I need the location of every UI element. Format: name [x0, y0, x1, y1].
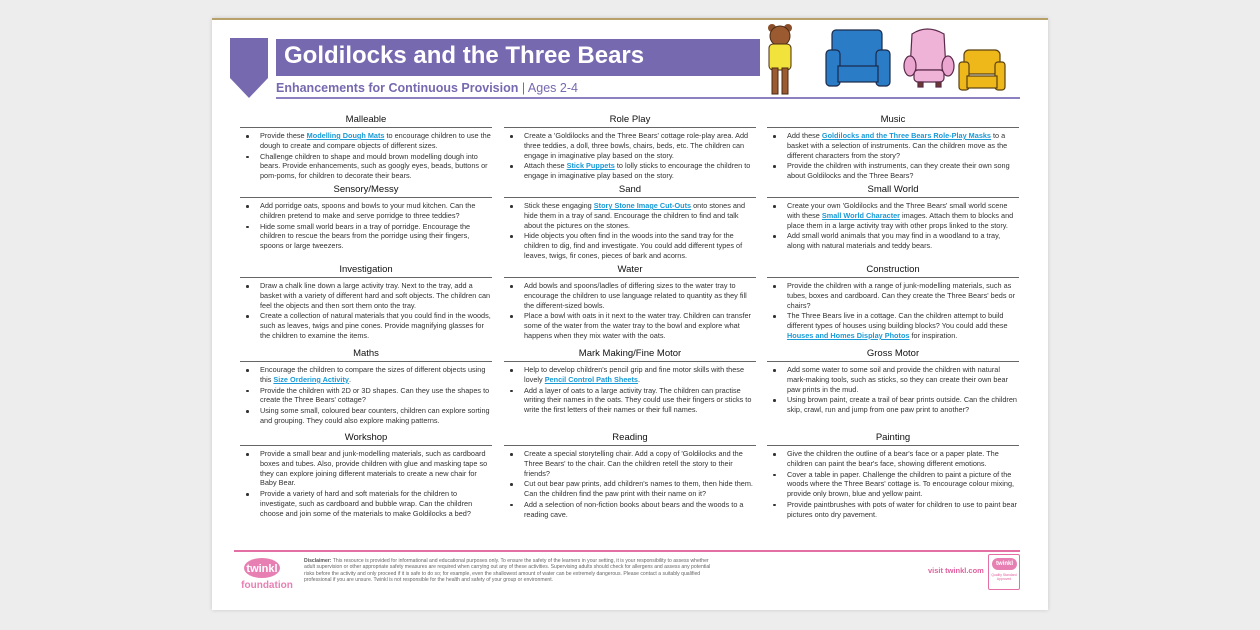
section-gross-motor	[767, 348, 1019, 416]
item-text: Encourage the children to compare the sizes of different objects using this	[260, 365, 486, 384]
section-heading: Sensory/Messy	[240, 184, 492, 198]
item-text: .	[637, 374, 640, 384]
visit-twinkl-link[interactable]: visit twinkl.com	[928, 566, 984, 575]
item-text: .	[348, 374, 351, 384]
list-item	[767, 311, 1019, 340]
section-painting	[767, 432, 1019, 521]
disclaimer	[304, 558, 714, 583]
list-item	[504, 201, 756, 230]
bullet-list	[240, 201, 492, 251]
section-maths	[240, 348, 492, 427]
list-item	[767, 449, 1019, 469]
section-investigation	[240, 264, 492, 342]
list-item	[240, 386, 492, 406]
list-item	[504, 449, 756, 478]
list-item	[504, 281, 756, 310]
item-text: Create your own 'Goldilocks and the Three Bears' small world scene with these	[787, 201, 1008, 220]
list-item	[504, 479, 756, 499]
svg-text:twinkl: twinkl	[246, 563, 278, 575]
item-text: Place a bowl with oats in it next to the water tray. Children can transfer some of the water from the water tray to the bowl and explore what happens when they mix water with the oats.	[524, 311, 751, 340]
list-item	[767, 201, 1019, 230]
item-text: Challenge children to shape and mould brown modelling dough into bears. Provide enhancements, such as googly eyes, beads, buttons or pom-poms, for children to decorate their bears.	[260, 151, 488, 181]
item-text: Provide the children with 2D or 3D shapes. Can they use the shapes to create the Three Bears' cottage?	[260, 385, 490, 405]
list-item	[240, 281, 492, 310]
item-text: Cut out bear paw prints, add children's names to them, then hide them. Can the children find the paw print with their name on it?	[524, 479, 753, 499]
item-text: Help to develop children's pencil grip and fine motor skills with these lovely	[524, 365, 745, 384]
section-sensory-messy	[240, 184, 492, 252]
bear-illustration	[768, 24, 792, 94]
section-water	[504, 264, 756, 342]
list-item	[240, 311, 492, 340]
page-subtitle	[276, 81, 578, 95]
section-heading: Water	[504, 264, 756, 278]
twinkl-foundation-logo	[238, 556, 296, 592]
section-construction	[767, 264, 1019, 342]
disclaimer-label: Disclaimer:	[304, 558, 332, 564]
badge-text: Quality Standard Approved	[991, 573, 1017, 581]
item-text: to encourage children to use the dough to create and compare objects of different sizes.	[260, 131, 491, 150]
bullet-list	[240, 449, 492, 519]
bullet-list	[240, 131, 492, 181]
section-small-world	[767, 184, 1019, 252]
item-text: Provide the children with a range of junk-modelling materials, such as tubes, boxes and cardboard. Can they create the Three Bears' beds or chairs?	[787, 281, 1016, 310]
item-text: Stick these engaging	[524, 201, 594, 210]
item-text: Using some small, coloured bear counters, children can explore sorting and grouping. They could also explore making patterns.	[260, 406, 490, 425]
item-text: Provide paintbrushes with pots of water for children to use to paint bear pictures onto dry pavement.	[787, 499, 1017, 519]
list-item	[240, 489, 492, 518]
item-text: images. Attach them to blocks and place them in a large activity tray with other props linked to the story.	[787, 210, 1014, 230]
resource-link[interactable]: Small World Character	[821, 210, 901, 220]
bullet-list	[767, 449, 1019, 520]
bullet-list	[504, 449, 756, 520]
item-text: Hide some small world bears in a tray of porridge. Encourage the children to rescue the bears from the porridge using their fingers, spoons or large tweezers.	[260, 221, 471, 251]
section-heading: Construction	[767, 264, 1019, 278]
resource-link[interactable]: Houses and Homes Display Photos	[787, 330, 910, 340]
item-text: Add bowls and spoons/ladles of differing sizes to the water tray to encourage the children to use language related to quantity as they fill the different-sized bowls.	[524, 281, 747, 310]
item-text: Provide a small bear and junk-modelling materials, such as cardboard boxes and tubes. Also, provide children with glue and masking tape so they can explore joining different materials to create a new chair for Baby Bear.	[260, 449, 488, 488]
bear-and-chairs-illustration	[752, 20, 1022, 98]
age-range: | Ages 2-4	[521, 81, 578, 95]
resource-link[interactable]: Goldilocks and the Three Bears Role-Play Masks	[821, 131, 991, 140]
quality-badge	[988, 554, 1020, 590]
bullet-list	[767, 281, 1019, 341]
item-text: The Three Bears live in a cottage. Can the children attempt to build different types of houses using building blocks? You could add these	[787, 311, 1008, 331]
item-text: Add these	[787, 131, 822, 140]
bullet-list	[767, 131, 1019, 181]
list-item	[504, 500, 756, 520]
svg-text:foundation: foundation	[241, 580, 293, 591]
section-heading: Sand	[504, 184, 756, 198]
list-item	[767, 281, 1019, 310]
bullet-list	[767, 365, 1019, 415]
list-item	[240, 222, 492, 251]
badge-logo: twinkl	[992, 558, 1017, 570]
section-reading	[504, 432, 756, 521]
item-text: Add porridge oats, spoons and bowls to your mud kitchen. Can the children pretend to make and serve porridge to three teddies?	[260, 201, 476, 220]
title-banner	[276, 39, 760, 76]
section-heading: Role Play	[504, 114, 756, 128]
item-text: Create a 'Goldilocks and the Three Bears' cottage role-play area. Add three teddies, a doll, three bowls, chairs, beds, etc. The children can engage in imaginative play based on the story.	[524, 131, 749, 160]
resource-link[interactable]: Stick Puppets	[566, 161, 615, 171]
item-text: Create a special storytelling chair. Add a copy of 'Goldilocks and the Three Bears' to the chair. Can the children retell the story to their friends?	[524, 449, 743, 478]
item-text: Provide the children with instruments, can they create their own song about Goldilocks and the Three Bears?	[787, 161, 1010, 181]
item-text: for inspiration.	[909, 330, 958, 340]
bookmark-ribbon-icon	[230, 38, 268, 98]
list-item	[240, 131, 492, 151]
list-item	[504, 231, 756, 260]
list-item	[767, 470, 1019, 499]
bullet-list	[504, 131, 756, 181]
list-item	[767, 500, 1019, 520]
list-item	[767, 161, 1019, 181]
document-page	[212, 18, 1048, 610]
section-heading: Maths	[240, 348, 492, 362]
list-item	[240, 201, 492, 221]
item-text: Add some water to some soil and provide the children with natural mark-making tools, such as sticks, so they can create their own bear paw prints in the mud.	[787, 365, 1009, 394]
bullet-list	[767, 201, 1019, 251]
item-text: Give the children the outline of a bear's face or a paper plate. The children can paint the bear's face, showing different emotions.	[787, 449, 999, 468]
bullet-list	[504, 365, 756, 415]
list-item	[504, 365, 756, 385]
item-text: Add a selection of non-fiction books about bears and the woods to a reading cave.	[524, 499, 744, 519]
item-text: to a basket with a selection of instruments. Can the children move as the different characters from the story?	[787, 131, 1008, 160]
section-mark-making-fine-motor	[504, 348, 756, 416]
section-heading: Music	[767, 114, 1019, 128]
section-heading: Workshop	[240, 432, 492, 446]
section-heading: Mark Making/Fine Motor	[504, 348, 756, 362]
section-heading: Painting	[767, 432, 1019, 446]
yellow-chair	[959, 50, 1005, 90]
item-text: Create a collection of natural materials that you could find in the woods, such as leaves, twigs and pine cones. Provide magnifying glasses for the children to examine the items.	[260, 311, 491, 340]
footer-divider	[234, 550, 1020, 552]
section-heading: Malleable	[240, 114, 492, 128]
section-malleable	[240, 114, 492, 182]
item-text: Provide a variety of hard and soft materials for the children to investigate, such as cardboard and bubble wrap. Can the children choose and join some of the materials to make Goldilocks a bed?	[260, 489, 473, 518]
item-text: Draw a chalk line down a large activity tray. Next to the tray, add a basket with a variety of different hard and soft objects. The children can feel the objects and then sort them onto the tray.	[260, 281, 491, 310]
section-heading: Gross Motor	[767, 348, 1019, 362]
resource-link[interactable]: Modelling Dough Mats	[306, 131, 385, 140]
list-item	[504, 386, 756, 415]
item-text: to lolly sticks to encourage the children to engage in imaginative play based on the story.	[524, 161, 751, 181]
subtitle-text: Enhancements for Continuous Provision	[276, 81, 519, 95]
blue-chair	[826, 30, 890, 86]
item-text: Using brown paint, create a trail of bear prints outside. Can the children skip, crawl, run and jump from one paw print to another?	[787, 395, 1017, 415]
item-text: Provide these	[260, 131, 307, 140]
list-item	[767, 395, 1019, 415]
section-heading: Reading	[504, 432, 756, 446]
section-sand	[504, 184, 756, 262]
list-item	[767, 131, 1019, 160]
list-item	[767, 231, 1019, 251]
item-text: Cover a table in paper. Challenge the children to paint a picture of the woods where the Three Bears' cottage is. To encourage colour mixing, provide only brown, blue and yellow paint.	[787, 469, 1015, 499]
list-item	[504, 131, 756, 160]
bullet-list	[504, 201, 756, 261]
bullet-list	[504, 281, 756, 341]
item-text: Attach these	[524, 161, 567, 171]
item-text: Add a layer of oats to a large activity tray. The children can practise writing their names in the oats. They could use their fingers or sticks to write the first letters of their names or their full names.	[524, 385, 752, 415]
list-item	[240, 365, 492, 385]
list-item	[504, 311, 756, 340]
page-title: Goldilocks and the Three Bears	[284, 42, 645, 69]
resource-link[interactable]: Pencil Control Path Sheets	[544, 374, 638, 384]
item-text: Hide objects you often find in the woods into the sand tray for the children to dig, find and investigate. You could add different types of leaves, twigs, fir cones, pieces of bark and acorns.	[524, 231, 743, 260]
bullet-list	[240, 281, 492, 341]
bullet-list	[240, 365, 492, 426]
section-heading: Small World	[767, 184, 1019, 198]
resource-link[interactable]: Story Stone Image Cut-Outs	[593, 201, 692, 210]
list-item	[240, 406, 492, 426]
disclaimer-text: This resource is provided for informational and educational purposes only. To ensure the safety of the learners in your setting, it is your responsibility to assess whether adult supervision or other appropriate safety measures are required when carrying out any of these activities. Supervising adults should check for allergens and assess any potential risks before the activity and only proceed if it is safe to do so; for example, even the shallowest amount of water can be extremely dangerous. Please contact a suitably qualified professional if you are unsure. Twinkl is not responsible for the health and safety of your group or environment.	[304, 558, 711, 583]
pink-chair	[904, 29, 954, 87]
section-heading: Investigation	[240, 264, 492, 278]
section-music	[767, 114, 1019, 182]
item-text: Add small world animals that you may find in a woodland to a tray, along with natural materials and teddy bears.	[787, 231, 1001, 251]
section-workshop	[240, 432, 492, 520]
list-item	[240, 449, 492, 488]
resource-link[interactable]: Size Ordering Activity	[273, 374, 349, 384]
list-item	[240, 152, 492, 181]
item-text: onto stones and hide them in a tray of sand. Encourage the children to find and talk about the pictures on the stones.	[524, 201, 746, 230]
list-item	[504, 161, 756, 181]
section-role-play	[504, 114, 756, 182]
list-item	[767, 365, 1019, 394]
